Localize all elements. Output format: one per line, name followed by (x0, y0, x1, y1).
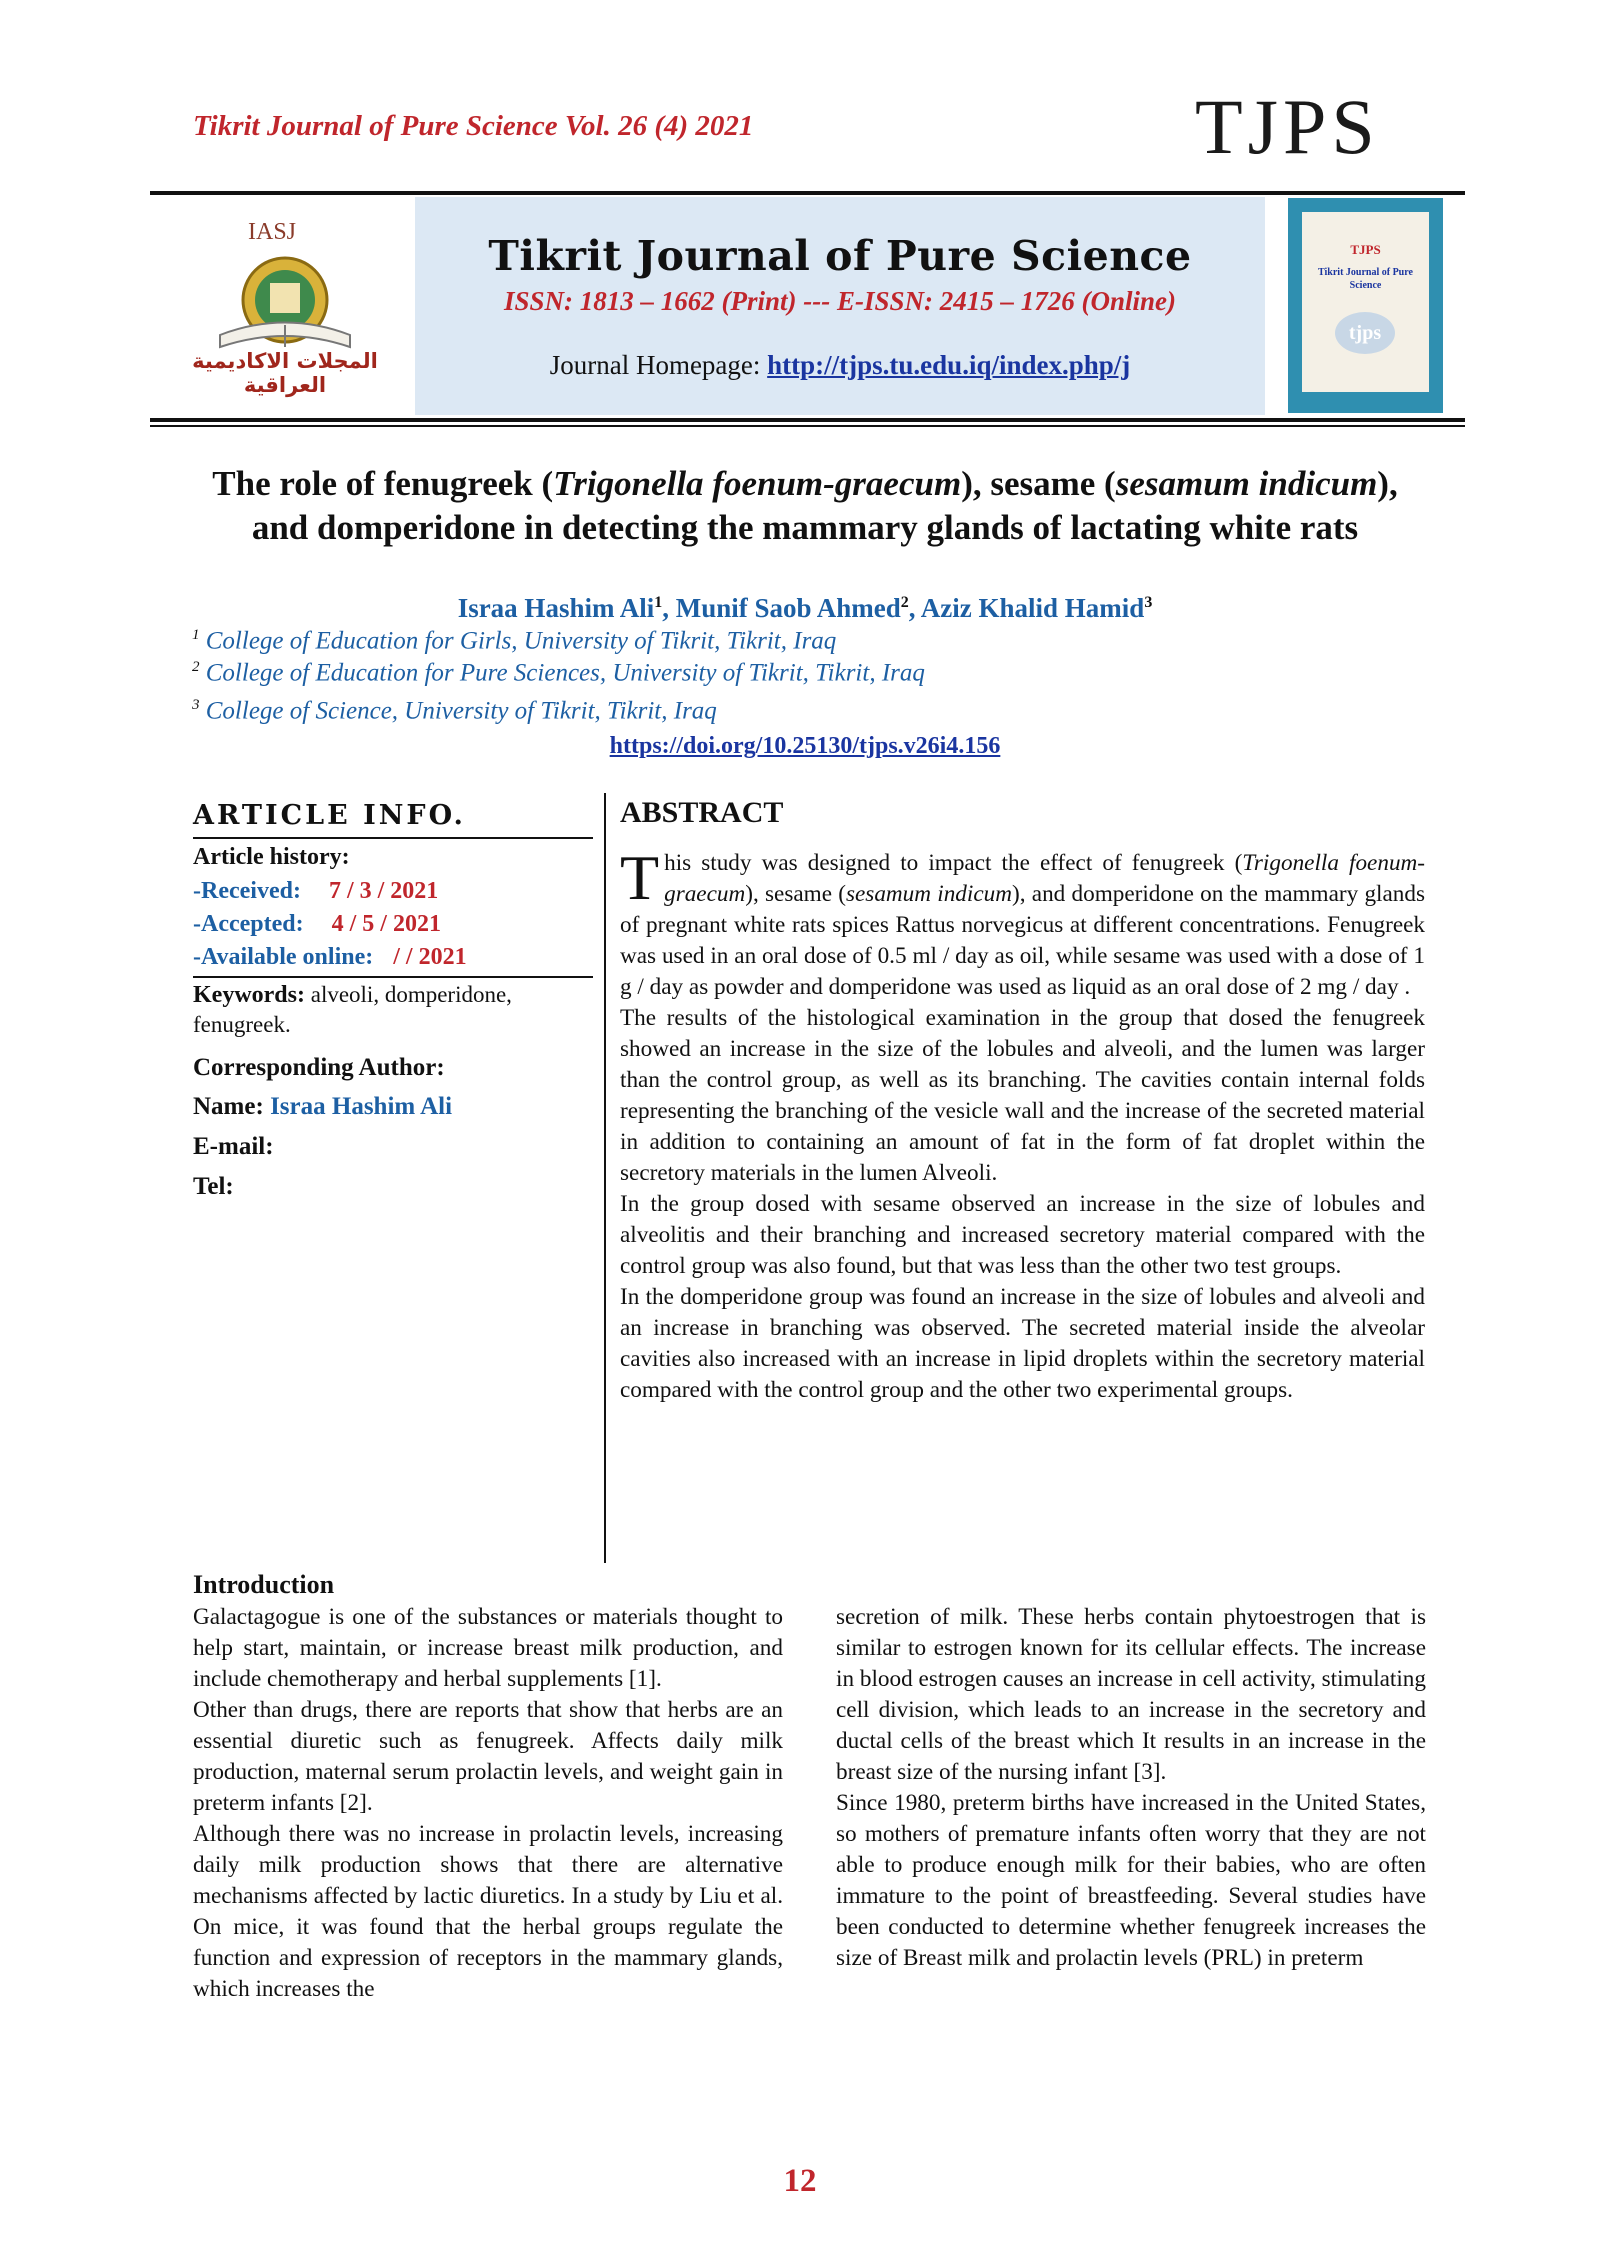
received-row (193, 878, 438, 905)
abstract-text: ), sesame ( (745, 881, 846, 907)
article-title (180, 462, 1430, 550)
keywords-label: Keywords: (193, 982, 305, 1008)
abstract-paragraph: The results of the histological examination in the group that dosed the fenugreek showed an increase in the size of the lobules and alveoli, and the lumen was larger than the control group, as well as its branching. The cavities contain internal folds representing the branching of the vesicle wall and the increase of the secreted material in addition to containing an amount of fat in the form of fat droplet within the secretory materials in the lumen Alveoli. (620, 1005, 1425, 1186)
received-label: -Received: (193, 878, 301, 904)
author-list: Israa Hashim Ali$^1$, Munif Saob Ahmed$^2$, Aziz Khalid Hamid$^3$ (457, 593, 1153, 623)
abstract-species-2: sesamum indicum (845, 881, 1012, 907)
author-name-row (193, 1093, 452, 1121)
iasj-arabic-text: المجلات الاكاديمية العراقية (192, 349, 378, 397)
author-name: Munif Saob Ahmed (675, 593, 901, 623)
accepted-label: -Accepted: (193, 911, 304, 937)
tel-label: Tel: (193, 1173, 234, 1200)
affiliation-text: College of Science, University of Tikrit, Tikrit, Iraq (205, 697, 717, 725)
introduction-paragraph: Since 1980, preterm births have increased in the United States, so mothers of premature infants often worry that they are not able to produce enough milk for their babies, who are often immature to the point of breastfeeding. Several studies have been conducted to determine whether fenugreek increases the size of Breast milk and prolactin levels (PRL) in preterm (836, 1790, 1426, 1971)
introduction-paragraph: Other than drugs, there are reports that show that herbs are an essential diuretic such as fenugreek. Affects daily milk production, maternal serum prolactin levels, and weight gain in preterm infants [2]. (193, 1697, 783, 1816)
keywords-value: alveoli, domperidone, fenugreek. (193, 982, 512, 1037)
abstract-text: ), and domperidone on the mammary glands of pregnant white rats spices Rattus norvegicus at different concentrations. Fenugreek was used in an oral dose of 0.5 ml / day as oil, while sesame was used with a dose of 1 g / day as powder and domperidone was used as liquid as an oral dose of 2 mg / day . (620, 881, 1426, 1000)
introduction-paragraph: Galactagogue is one of the substances or materials thought to help start, maintain, or increase breast milk production, and include chemotherapy and herbal supplements [1]. (193, 1604, 783, 1692)
homepage-label: Journal Homepage: (549, 350, 768, 380)
accepted-date: 4 / 5 / 2021 (331, 911, 441, 937)
header-rule-bottom (150, 418, 1465, 422)
affiliation-sup: 3 (192, 697, 200, 713)
author-name: Aziz Khalid Hamid (920, 593, 1145, 623)
journal-cover-thumbnail (1288, 198, 1443, 413)
accepted-row (193, 911, 441, 938)
iasj-logo (180, 215, 390, 397)
abstract-paragraph: In the domperidone group was found an increase in the size of lobules and alveoli and an increase in branching was observed. The secreted material inside the alveolar cavities also increased with an increase in lipid droplets within the secretory material compared with the control group and the other two experimental groups. (620, 1284, 1425, 1403)
affiliation (192, 627, 836, 655)
email-label: E-mail: (193, 1133, 274, 1160)
affiliation-sup: 1 (192, 627, 200, 643)
journal-volume-line: Tikrit Journal of Pure Science Vol. 26 (4) 2021 (193, 110, 754, 142)
header-rule-top (150, 191, 1465, 195)
author-name: Israa Hashim Ali (457, 593, 655, 623)
introduction-left-column (193, 1602, 783, 2005)
introduction-heading: Introduction (193, 1570, 335, 1599)
abstract-body (620, 842, 1426, 1406)
homepage-link[interactable]: http://tjps.tu.edu.iq/index.php/j (767, 350, 1131, 380)
title-part-c: ), sesame ( (961, 464, 1116, 503)
banner-homepage (415, 350, 1265, 381)
author-sup: 3 (1144, 594, 1153, 611)
banner-journal-title: Tikrit Journal of Pure Science (488, 232, 1192, 280)
abstract-dropcap: T (620, 842, 660, 913)
corresponding-author-label: Corresponding Author: (193, 1054, 445, 1081)
available-label: -Available online: (193, 944, 374, 970)
author-sup: 2 (900, 594, 909, 611)
affiliation-sup: 2 (192, 659, 200, 675)
column-divider (604, 793, 606, 1563)
article-info-rule (193, 837, 593, 839)
available-row (193, 944, 467, 971)
introduction-paragraph: secretion of milk. These herbs contain phytoestrogen that is similar to estrogen known for its cellular effects. The increase in blood estrogen causes an increase in cell activity, stimulating cell division, which leads to an increase in the secretory and ductal cells of the breast which It results in an increase in the breast size of the nursing infant [3]. (836, 1604, 1426, 1785)
doi-line (180, 733, 1430, 760)
title-species-2: sesamum indicum (1115, 464, 1378, 503)
affiliation-text: College of Education for Girls, University of Tikrit, Tikrit, Iraq (205, 627, 837, 655)
page-number: 12 (783, 2163, 817, 2199)
available-date: / / 2021 (393, 944, 467, 970)
received-date: 7 / 3 / 2021 (328, 878, 439, 904)
doi-link[interactable]: https://doi.org/10.25130/tjps.v26i4.156 (609, 733, 1001, 759)
banner-issn: ISSN: 1813 – 1662 (Print) --- E-ISSN: 2415 – 1726 (Online) (503, 286, 1177, 316)
article-history-rule (193, 976, 593, 978)
article-info-heading: ARTICLE INFO. (193, 800, 466, 831)
affiliation (192, 659, 925, 687)
cover-emblem-text: tjps (1335, 312, 1395, 354)
cover-page (1302, 212, 1429, 392)
name-label: Name: (193, 1093, 271, 1120)
abstract-paragraph (620, 842, 1426, 1003)
author-sup: 1 (654, 594, 663, 611)
abstract-species-1: Trigonella foenum-graecum (664, 850, 1425, 907)
cover-title: Tikrit Journal of Pure Science (1318, 267, 1413, 291)
article-history-label: Article history: (193, 844, 350, 870)
abstract-paragraph: In the group dosed with sesame observed an increase in the size of lobules and alveolitis and their branching and increased secretory material compared with the control group was also found, but that was less than the other two test groups. (620, 1191, 1425, 1279)
iasj-logo-text: IASJ (248, 219, 297, 245)
keywords (193, 980, 593, 1039)
title-part-e: ), and domperidone in detecting the mammary glands of lactating white rats (251, 464, 1398, 547)
affiliation (192, 697, 717, 725)
header-rule-bottom-thin (150, 425, 1465, 427)
introduction-right-column (836, 1602, 1426, 1974)
name-value: Israa Hashim Ali (270, 1093, 453, 1120)
title-species-1: Trigonella foenum-graecum (553, 464, 962, 503)
abstract-text: his study was designed to impact the effect of fenugreek ( (664, 850, 1243, 876)
introduction-paragraph: Although there was no increase in prolactin levels, increasing daily milk production shows that there are alternative mechanisms affected by lactic diuretics. In a study by Liu et al. On mice, it was found that the herbal groups regulate the function and expression of receptors in the mammary glands, which increases the (193, 1821, 783, 2002)
affiliation-text: College of Education for Pure Sciences, University of Tikrit, Tikrit, Iraq (205, 659, 925, 687)
abstract-heading: ABSTRACT (620, 796, 784, 829)
tjps-wordmark: TJPS (1195, 83, 1380, 170)
cover-tjps: TJPS (1350, 242, 1381, 257)
title-part-a: The role of fenugreek ( (212, 464, 554, 503)
